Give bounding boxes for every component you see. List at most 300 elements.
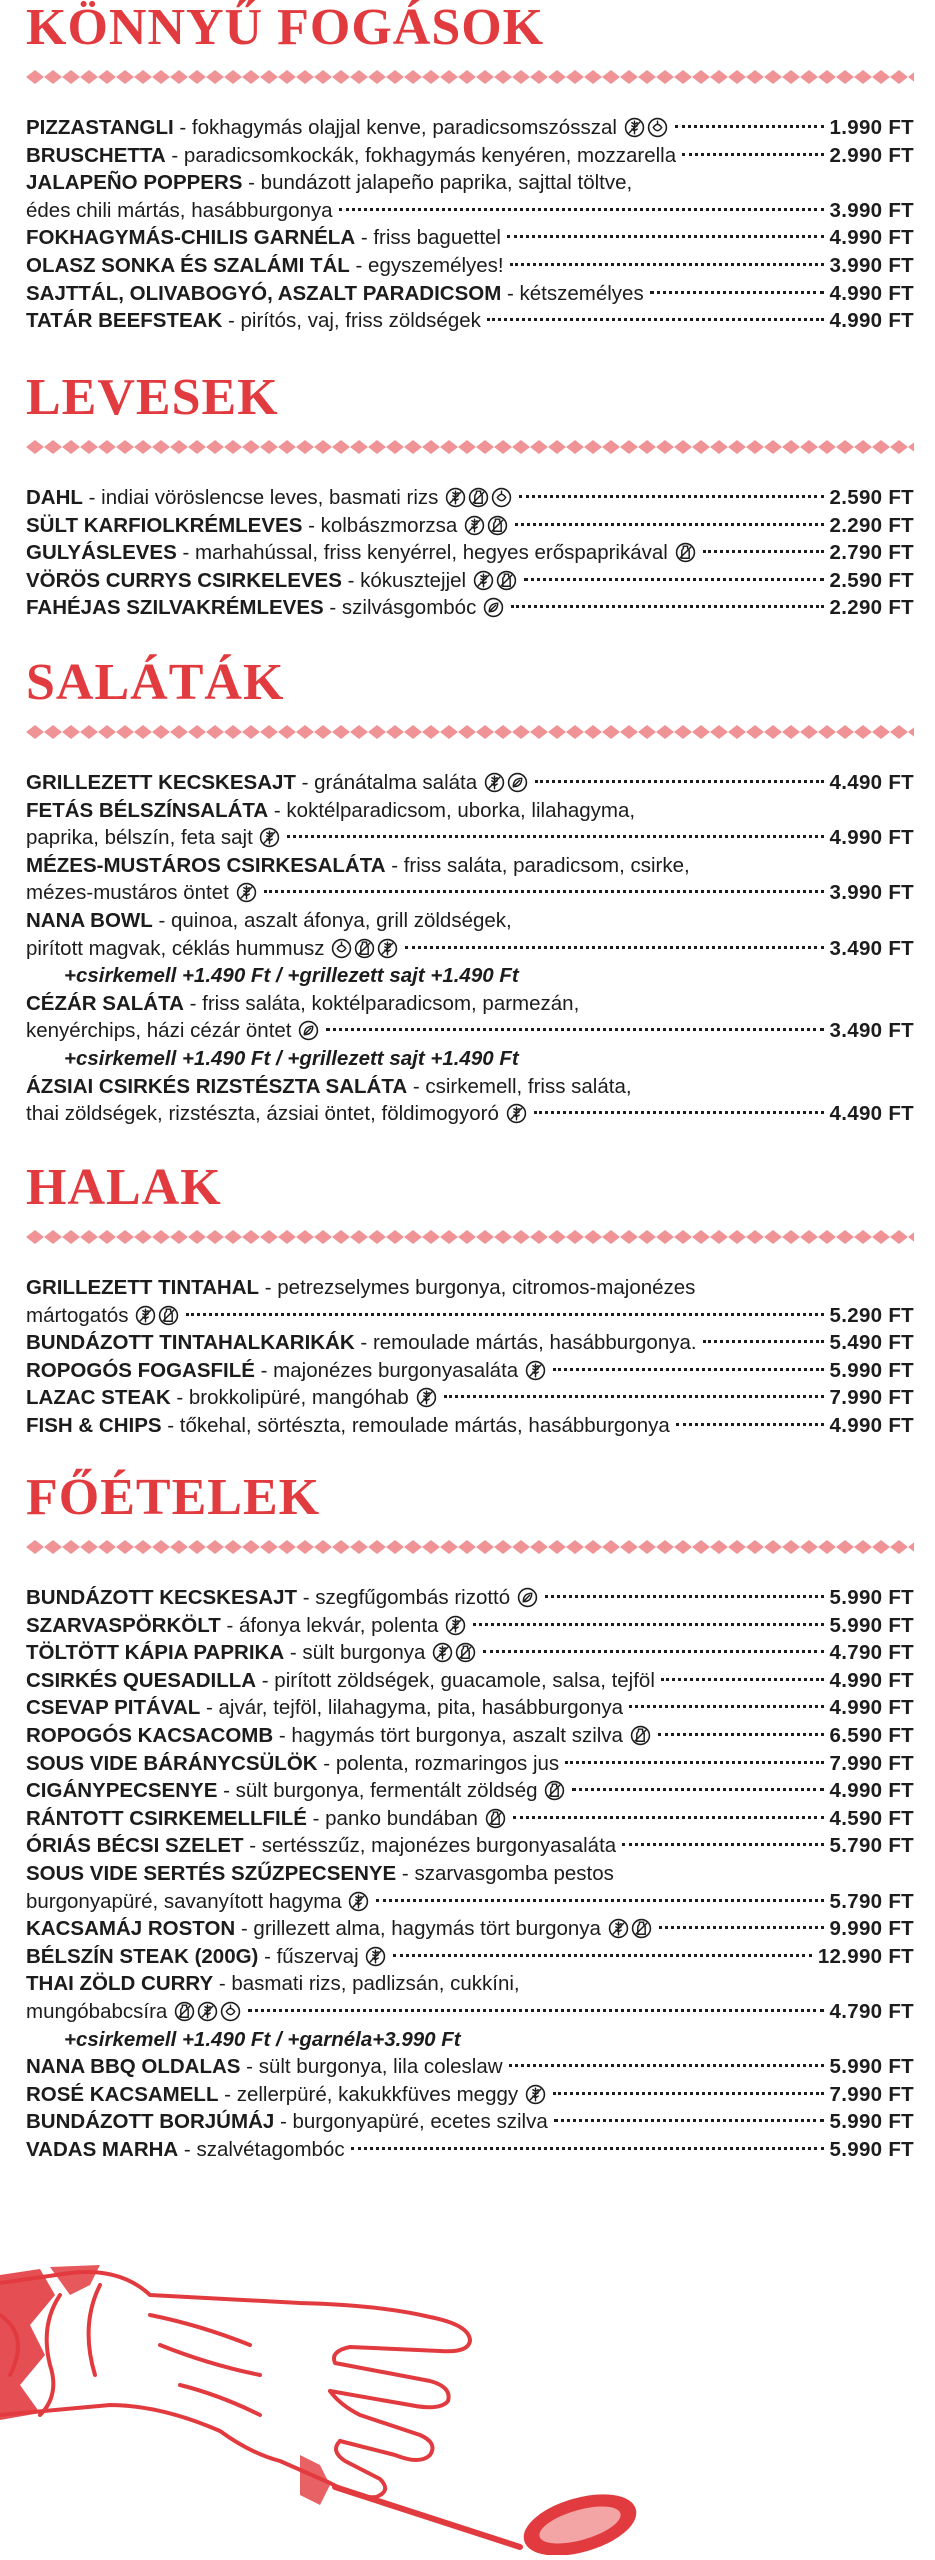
menu-item-line <box>26 484 914 512</box>
name-separator: - <box>259 1276 278 1299</box>
diamond-shape <box>620 1540 638 1554</box>
diamond-shape <box>26 440 44 454</box>
gluten-free-icon <box>197 2001 218 2022</box>
diamond-pattern <box>26 1540 914 1554</box>
diamond-shape <box>98 725 116 739</box>
menu-item-description: áfonya lekvár, polenta <box>238 1613 439 1637</box>
name-separator: - <box>173 116 192 139</box>
menu-item-line <box>26 1860 914 1888</box>
name-separator: - <box>274 2110 293 2134</box>
menu-item-description: brokkolipüré, mangóhab <box>188 1386 409 1410</box>
name-separator: - <box>200 1696 219 1720</box>
diamond-shape <box>404 1540 422 1554</box>
diamond-shape <box>44 725 62 739</box>
menu-item <box>26 907 914 990</box>
menu-item-text <box>26 307 481 335</box>
name-separator: - <box>235 1917 254 1941</box>
diamond-shape <box>404 725 422 739</box>
menu-item-price: 4.990 FT <box>829 1696 914 1720</box>
diamond-divider <box>26 1230 914 1244</box>
menu-item-description: polenta, rozmaringos jus <box>335 1751 560 1775</box>
diamond-shape <box>260 1230 278 1244</box>
name-separator: - <box>243 1834 262 1858</box>
diamond-shape <box>350 725 368 739</box>
menu-item-price: 4.490 FT <box>829 1102 914 1126</box>
diamond-shape <box>710 1540 728 1554</box>
name-separator: - <box>220 1613 239 1637</box>
menu-item-price: 4.990 FT <box>829 1668 914 1692</box>
menu-item-name: ROPOGÓS FOGASFILÉ <box>26 1358 255 1382</box>
diamond-shape <box>152 1230 170 1244</box>
diamond-shape <box>62 70 80 84</box>
menu-item-description-cont-text: burgonyapüré, savanyított hagyma <box>26 1889 342 1913</box>
menu-item-name: RÁNTOTT CSIRKEMELLFILÉ <box>26 1806 307 1830</box>
menu-item-text <box>26 797 635 825</box>
menu-item-description: remoulade mártás, hasábburgonya. <box>372 1331 697 1355</box>
diamond-shape <box>782 1230 800 1244</box>
name-separator: - <box>268 798 287 822</box>
diamond-shape <box>512 1230 530 1244</box>
lactose-free-icon <box>630 1725 651 1746</box>
menu-item-description: csirkemell, friss saláta, <box>425 1074 632 1098</box>
menu-item-price: 12.990 FT <box>817 1944 914 1968</box>
menu-item-text <box>26 1329 697 1357</box>
menu-item-description-cont-text: édes chili mártás, hasábburgonya <box>26 198 333 222</box>
menu-item-line <box>26 594 914 622</box>
diamond-shape <box>566 440 584 454</box>
menu-item <box>26 539 914 567</box>
menu-item <box>26 2053 914 2081</box>
menu-item-line <box>26 1777 914 1805</box>
diamond-shape <box>62 1230 80 1244</box>
diamond-shape <box>728 725 746 739</box>
menu-item-line <box>26 1832 914 1860</box>
diamond-shape <box>548 70 566 84</box>
diamond-shape <box>368 70 386 84</box>
diamond-shape <box>674 725 692 739</box>
diamond-shape <box>800 70 818 84</box>
lactose-free-icon <box>468 487 489 508</box>
name-separator: - <box>297 1586 316 1609</box>
diamond-shape <box>152 725 170 739</box>
menu-item-line <box>26 1722 914 1750</box>
diamond-shape <box>836 440 854 454</box>
name-separator: - <box>222 309 241 333</box>
item-list <box>26 484 914 622</box>
diamond-shape <box>602 70 620 84</box>
diamond-shape <box>332 1230 350 1244</box>
name-separator: - <box>385 853 404 877</box>
diamond-shape <box>728 1540 746 1554</box>
dot-leader <box>326 1028 823 1031</box>
menu-item-price: 4.990 FT <box>829 826 914 850</box>
diamond-shape <box>62 1540 80 1554</box>
menu-item-description: egyszemélyes! <box>368 253 504 277</box>
diamond-shape <box>584 440 602 454</box>
section-halak <box>26 1160 914 1440</box>
diamond-shape <box>638 440 656 454</box>
gluten-free-icon <box>473 570 494 591</box>
dot-leader <box>658 1733 824 1736</box>
diamond-shape <box>440 440 458 454</box>
item-list <box>26 769 914 1128</box>
menu-item-name: FETÁS BÉLSZÍNSALÁTA <box>26 798 269 822</box>
menu-item-text <box>26 1750 559 1778</box>
diamond-shape <box>314 70 332 84</box>
diamond-shape <box>368 440 386 454</box>
diamond-shape <box>836 70 854 84</box>
menu-item-price: 4.490 FT <box>829 771 914 794</box>
menu-item-description: pirított zöldségek, guacamole, salsa, tejföl <box>274 1668 655 1692</box>
item-list <box>26 1584 914 2163</box>
diamond-shape <box>170 440 188 454</box>
diamond-divider <box>26 1540 914 1554</box>
diamond-shape <box>224 70 242 84</box>
menu-item-description: quinoa, aszalt áfonya, grill zöldségek, <box>171 908 512 932</box>
diamond-shape <box>746 70 764 84</box>
menu-item-name: VADAS MARHA <box>26 2137 179 2161</box>
menu-item <box>26 1584 914 1612</box>
menu-item-description: marhahússal, friss kenyérrel, hegyes erőspaprikával <box>194 541 668 565</box>
diamond-shape <box>620 440 638 454</box>
diamond-shape <box>422 1230 440 1244</box>
menu-item-text <box>26 114 669 142</box>
diamond-shape <box>26 1230 44 1244</box>
diamond-shape <box>260 725 278 739</box>
menu-item-name: SAJTTÁL, OLIVABOGYÓ, ASZALT PARADICSOM <box>26 281 502 305</box>
menu-item-name: ROSÉ KACSAMELL <box>26 2082 219 2106</box>
menu-item-price: 3.490 FT <box>829 1019 914 1043</box>
gluten-free-icon <box>525 2084 546 2105</box>
menu-item-name: TATÁR BEEFSTEAK <box>26 309 223 333</box>
diamond-shape <box>782 70 800 84</box>
diamond-shape <box>638 1540 656 1554</box>
diamond-shape <box>890 1540 908 1554</box>
menu-item-text <box>26 2136 345 2164</box>
diamond-shape <box>566 70 584 84</box>
menu-item-description: friss baguettel <box>373 226 501 250</box>
diamond-shape <box>656 725 674 739</box>
dot-leader <box>351 2147 824 2150</box>
diamond-shape <box>458 1230 476 1244</box>
diamond-shape <box>890 1230 908 1244</box>
menu-item <box>26 797 914 852</box>
menu-item <box>26 1329 914 1357</box>
name-separator: - <box>407 1074 426 1098</box>
diamond-shape <box>782 440 800 454</box>
menu-item-name: BÉLSZÍN STEAK (200G) <box>26 1944 259 1968</box>
menu-item-price: 3.990 FT <box>829 198 914 222</box>
dot-leader <box>507 235 824 238</box>
diamond-shape <box>728 1230 746 1244</box>
name-separator: - <box>396 1861 415 1885</box>
menu-item-price: 5.490 FT <box>829 1331 914 1355</box>
menu-item-line <box>26 1017 914 1045</box>
menu-item-line <box>26 797 914 825</box>
menu-item-line <box>26 1274 914 1302</box>
menu-item <box>26 594 914 622</box>
menu-item-name: BUNDÁZOTT TINTAHALKARIKÁK <box>26 1331 355 1355</box>
diamond-shape <box>764 440 782 454</box>
menu-item <box>26 567 914 595</box>
diamond-shape <box>674 1230 692 1244</box>
section-title: SALÁTÁK <box>26 654 285 711</box>
menu-item-name: FAHÉJAS SZILVAKRÉMLEVES <box>26 596 324 620</box>
diamond-shape <box>332 70 350 84</box>
menu-item-description-cont-text: paprika, bélszín, feta sajt <box>26 826 253 850</box>
diamond-shape <box>494 725 512 739</box>
diamond-shape <box>296 1230 314 1244</box>
diamond-shape <box>818 70 836 84</box>
diamond-shape <box>296 70 314 84</box>
menu-item-description: indiai vöröslencse leves, basmati rizs <box>101 486 439 509</box>
diamond-shape <box>134 70 152 84</box>
menu-item-description: sült burgonya, lila coleslaw <box>258 2055 503 2079</box>
menu-item-price: 3.990 FT <box>829 881 914 905</box>
dot-leader <box>264 890 824 893</box>
diamond-shape <box>98 440 116 454</box>
diamond-shape <box>26 725 44 739</box>
diamond-shape <box>314 1230 332 1244</box>
menu-item-price: 5.990 FT <box>829 1358 914 1382</box>
menu-item <box>26 1943 914 1971</box>
diamond-shape <box>224 1230 242 1244</box>
diamond-shape <box>206 1230 224 1244</box>
diamond-shape <box>224 440 242 454</box>
dot-leader <box>487 318 824 321</box>
diamond-shape <box>764 725 782 739</box>
dot-leader <box>659 1926 824 1929</box>
menu-item-text <box>26 1943 387 1971</box>
diamond-shape <box>692 725 710 739</box>
menu-item-description: szarvasgomba pestos <box>414 1861 614 1885</box>
menu-item-description-cont <box>26 1998 242 2026</box>
lactose-free-icon <box>158 1305 179 1326</box>
menu-item-line <box>26 2108 914 2136</box>
menu-item-description: koktélparadicsom, uborka, lilahagyma, <box>286 798 636 822</box>
menu-item-line <box>26 169 914 197</box>
diamond-pattern <box>26 1230 914 1244</box>
diamond-shape <box>188 1230 206 1244</box>
diamond-shape <box>80 1540 98 1554</box>
menu-item-description: paradicsomkockák, fokhagymás kenyéren, mozzarella <box>183 143 677 167</box>
section-foetelek <box>26 1470 914 2163</box>
diamond-shape <box>908 725 914 739</box>
diamond-shape <box>116 70 134 84</box>
menu-item-description: sertésszűz, majonézes burgonyasaláta <box>261 1834 617 1858</box>
menu-item-text <box>26 852 690 880</box>
menu-item-description: majonézes burgonyasaláta <box>273 1358 519 1382</box>
vegetarian-icon <box>491 487 512 508</box>
diamond-shape <box>386 70 404 84</box>
menu-item-price: 5.790 FT <box>829 1889 914 1913</box>
name-separator: - <box>258 1944 277 1968</box>
menu-item-price: 6.590 FT <box>829 1723 914 1747</box>
diamond-shape <box>692 70 710 84</box>
menu-item-price: 3.990 FT <box>829 253 914 277</box>
menu-item-text <box>26 1722 652 1750</box>
diamond-shape <box>422 440 440 454</box>
diamond-shape <box>386 1540 404 1554</box>
diamond-shape <box>314 440 332 454</box>
diamond-shape <box>98 1540 116 1554</box>
gluten-free-icon <box>236 882 257 903</box>
dot-leader <box>473 1623 823 1626</box>
menu-item-line <box>26 197 914 225</box>
diamond-shape <box>134 1230 152 1244</box>
menu-item-price: 5.990 FT <box>829 2110 914 2134</box>
gluten-free-icon <box>365 1946 386 1967</box>
menu-item <box>26 990 914 1073</box>
menu-item-price: 2.590 FT <box>829 486 914 509</box>
menu-item-description: kókusztejjel <box>360 568 467 592</box>
diamond-shape <box>728 70 746 84</box>
diamond-shape <box>836 725 854 739</box>
menu-item-name: ÓRIÁS BÉCSI SZELET <box>26 1834 244 1858</box>
name-separator: - <box>306 1806 326 1830</box>
diamond-shape <box>584 725 602 739</box>
menu-item-name: BUNDÁZOTT KECSKESAJT <box>26 1586 298 1609</box>
menu-item-description-cont-text: mézes-mustáros öntet <box>26 881 229 905</box>
diamond-shape <box>548 1540 566 1554</box>
lactose-free-icon <box>496 570 517 591</box>
menu-item-text <box>26 594 505 622</box>
menu-item-line <box>26 142 914 170</box>
menu-item-line <box>26 2136 914 2164</box>
menu-item-price: 5.990 FT <box>829 2137 914 2161</box>
name-separator: - <box>165 143 184 167</box>
diamond-shape <box>170 1540 188 1554</box>
diamond-shape <box>764 1540 782 1554</box>
menu-item-description: szegfűgombás rizottó <box>315 1586 511 1609</box>
diamond-shape <box>260 440 278 454</box>
diamond-shape <box>890 440 908 454</box>
menu-item-line <box>26 1302 914 1330</box>
diamond-shape <box>242 1230 260 1244</box>
menu-item-name: SZARVASPÖRKÖLT <box>26 1613 221 1637</box>
menu-item-extras: +csirkemell +1.490 Ft / +grillezett sajt +1.490 Ft <box>64 964 519 988</box>
diamond-divider <box>26 70 914 84</box>
diamond-shape <box>80 1230 98 1244</box>
menu-item-name: CÉZÁR SALÁTA <box>26 991 184 1015</box>
dot-leader <box>515 523 824 526</box>
name-separator: - <box>176 541 195 565</box>
menu-item-name: PIZZASTANGLI <box>26 116 174 139</box>
menu-item <box>26 1722 914 1750</box>
menu-item-text <box>26 2053 503 2081</box>
dot-leader <box>186 1313 823 1316</box>
diamond-shape <box>800 1540 818 1554</box>
menu-item-price: 7.990 FT <box>829 2082 914 2106</box>
menu-item-description: szilvásgombóc <box>341 596 477 620</box>
diamond-shape <box>872 1230 890 1244</box>
dot-leader <box>553 1368 824 1371</box>
diamond-shape <box>872 725 890 739</box>
diamond-shape <box>656 440 674 454</box>
dot-leader <box>511 605 824 608</box>
menu-item-name: SOUS VIDE BÁRÁNYCSÜLÖK <box>26 1751 318 1775</box>
name-separator: - <box>213 1972 232 1996</box>
diamond-shape <box>332 1540 350 1554</box>
menu-item-line <box>26 1584 914 1612</box>
diamond-shape <box>512 1540 530 1554</box>
dot-leader <box>703 1340 824 1343</box>
diamond-pattern <box>26 440 914 454</box>
lactose-free-icon <box>544 1780 565 1801</box>
menu-item-text <box>26 1384 438 1412</box>
menu-item-text <box>26 512 509 540</box>
diamond-shape <box>404 440 422 454</box>
menu-item-description: panko bundában <box>325 1806 478 1830</box>
gluten-free-icon <box>608 1918 629 1939</box>
menu-item-line <box>26 1329 914 1357</box>
menu-item <box>26 2136 914 2164</box>
menu-item <box>26 1274 914 1329</box>
menu-item-price: 2.590 FT <box>829 568 914 592</box>
menu-item-line <box>26 1805 914 1833</box>
gluten-free-icon <box>464 515 485 536</box>
diamond-shape <box>404 70 422 84</box>
menu-item-description: kétszemélyes <box>519 281 644 305</box>
menu-item-description-cont <box>26 1888 370 1916</box>
diamond-shape <box>260 1540 278 1554</box>
menu-item-description-cont-text: mungóbabcsíra <box>26 1999 168 2023</box>
menu-item <box>26 252 914 280</box>
menu-item <box>26 1860 914 1915</box>
diamond-shape <box>386 725 404 739</box>
menu-item-description-cont <box>26 1100 528 1128</box>
diamond-shape <box>332 440 350 454</box>
menu-item-text <box>26 769 529 797</box>
name-separator: - <box>355 226 374 250</box>
diamond-shape <box>782 725 800 739</box>
menu-item <box>26 169 914 224</box>
menu-item-price: 5.990 FT <box>829 1613 914 1637</box>
dot-leader <box>513 1816 824 1819</box>
menu-item-extras: +csirkemell +1.490 Ft / +garnéla+3.990 Ft <box>64 2027 461 2051</box>
name-separator: - <box>217 1779 236 1803</box>
name-separator: - <box>354 1331 373 1355</box>
menu-item-description-cont <box>26 1302 180 1330</box>
diamond-shape <box>134 725 152 739</box>
diamond-shape <box>638 1230 656 1244</box>
diamond-shape <box>566 725 584 739</box>
menu-item-price: 7.990 FT <box>829 1386 914 1410</box>
diamond-shape <box>458 440 476 454</box>
diamond-shape <box>728 440 746 454</box>
menu-item-name: FISH & CHIPS <box>26 1413 162 1437</box>
diamond-shape <box>422 1540 440 1554</box>
menu-item-name: LAZAC STEAK <box>26 1386 171 1410</box>
gluten-free-icon <box>135 1305 156 1326</box>
menu-item-text <box>26 252 504 280</box>
menu-item <box>26 512 914 540</box>
diamond-shape <box>854 440 872 454</box>
dot-leader <box>510 263 824 266</box>
diamond-shape <box>530 440 548 454</box>
diamond-shape <box>206 1540 224 1554</box>
diamond-shape <box>206 70 224 84</box>
diamond-shape <box>656 1230 674 1244</box>
menu-item-line <box>26 1998 914 2026</box>
menu-item-name: SOUS VIDE SERTÉS SZŰZPECSENYE <box>26 1861 397 1885</box>
diamond-shape <box>908 440 914 454</box>
menu-item-name: CSIRKÉS QUESADILLA <box>26 1668 257 1692</box>
menu-item-name: FOKHAGYMÁS-CHILIS GARNÉLA <box>26 226 356 250</box>
menu-item-text <box>26 1805 507 1833</box>
diamond-shape <box>494 1540 512 1554</box>
menu-item-price: 4.590 FT <box>829 1806 914 1830</box>
